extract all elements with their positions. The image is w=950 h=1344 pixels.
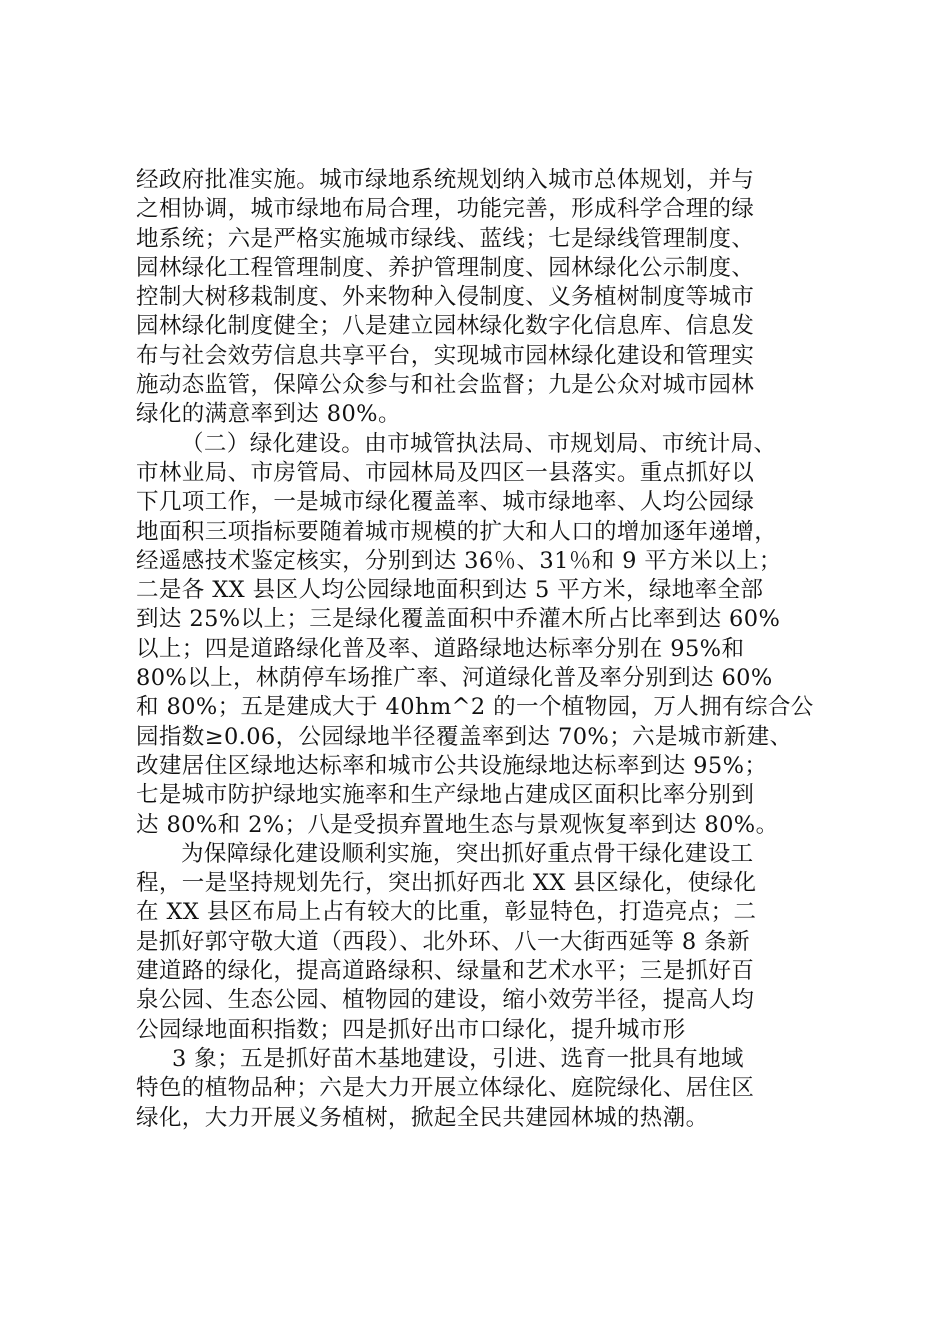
text-line: 园林绿化制度健全；八是建立园林绿化数字化信息库、信息发 <box>136 313 755 340</box>
text-line: 以上；四是道路绿化普及率、道路绿地达标率分别在 95%和 <box>136 635 745 662</box>
text-line: 布与社会效劳信息共享平台，实现城市园林绿化建设和管理实 <box>136 342 755 369</box>
text-line: 控制大树移栽制度、外来物种入侵制度、义务植树制度等城市 <box>136 284 755 311</box>
text-line: 下几项工作，一是城市绿化覆盖率、城市绿地率、人均公园绿 <box>136 489 755 516</box>
text-line: 程，一是坚持规划先行，突出抓好西北 XX 县区绿化，使绿化 <box>136 870 757 897</box>
text-line: 经政府批准实施。城市绿地系统规划纳入城市总体规划，并与 <box>136 167 755 193</box>
text-line: 二是各 XX 县区人均公园绿地面积到达 5 平方米，绿地率全部 <box>136 577 764 604</box>
text-line: 为保障绿化建设顺利实施，突出抓好重点骨干绿化建设工 <box>181 840 754 867</box>
text-line: 地面积三项指标要随着城市规模的扩大和人口的增加逐年递增， <box>136 518 778 545</box>
text-line: 在 XX 县区布局上占有较大的比重，彰显特色，打造亮点；二 <box>136 899 757 926</box>
paragraph-key-projects <box>136 840 856 1045</box>
text-line: 园指数≥0.06，公园绿地半径覆盖率到达 70%；六是城市新建、 <box>136 723 793 750</box>
text-line: 3 象；五是抓好苗木基地建设，引进、选育一批具有地域 <box>172 1045 744 1072</box>
text-line: 80%以上，林荫停车场推广率、河道绿化普及率分别到达 60% <box>136 665 773 692</box>
text-line: 施动态监管，保障公众参与和社会监督；九是公众对城市园林 <box>136 372 755 399</box>
paragraph-after-page-break <box>136 1045 856 1133</box>
text-line: 和 80%；五是建成大于 40hm^2 的一个植物园，万人拥有综合公 <box>136 694 814 721</box>
document-body <box>136 166 856 1133</box>
text-line: 是抓好郭守敬大道（西段）、北外环、八一大街西延等 8 条新 <box>136 928 750 955</box>
text-line: 到达 25%以上；三是绿化覆盖面积中乔灌木所占比率到达 60% <box>136 606 781 633</box>
text-line: 七是城市防护绿地实施率和生产绿地占建成区面积比率分别到 <box>136 782 755 809</box>
text-line: 绿化，大力开展义务植树，掀起全民共建园林城的热潮。 <box>136 1104 709 1131</box>
text-line: 泉公园、生态公园、植物园的建设，缩小效劳半径，提高人均 <box>136 987 755 1014</box>
text-line: 经遥感技术鉴定核实，分别到达 36％、31％和 9 平方米以上； <box>136 547 782 574</box>
text-line: 建道路的绿化，提高道路绿积、绿量和艺术水平；三是抓好百 <box>136 958 755 985</box>
text-line: （二）绿化建设。由市城管执法局、市规划局、市统计局、 <box>181 430 777 457</box>
text-line: 公园绿地面积指数；四是抓好出市口绿化，提升城市形 <box>136 1016 686 1043</box>
text-line: 绿化的满意率到达 80%。 <box>136 401 401 428</box>
text-line: 市林业局、市房管局、市园林局及四区一县落实。重点抓好以 <box>136 459 755 486</box>
text-line: 地系统；六是严格实施城市绿线、蓝线；七是绿线管理制度、 <box>136 225 755 252</box>
text-line: 之相协调，城市绿地布局合理，功能完善，形成科学合理的绿 <box>136 196 755 223</box>
text-line: 改建居住区绿地达标率和城市公共设施绿地达标率到达 95%； <box>136 752 768 779</box>
text-line: 特色的植物品种；六是大力开展立体绿化、庭院绿化、居住区 <box>136 1075 755 1102</box>
paragraph-planning-continued <box>136 166 856 430</box>
text-line: 园林绿化工程管理制度、养护管理制度、园林绿化公示制度、 <box>136 254 755 281</box>
text-line: 达 80%和 2%；八是受损弃置地生态与景观恢复率到达 80%。 <box>136 811 779 838</box>
paragraph-greening-construction <box>136 430 856 840</box>
